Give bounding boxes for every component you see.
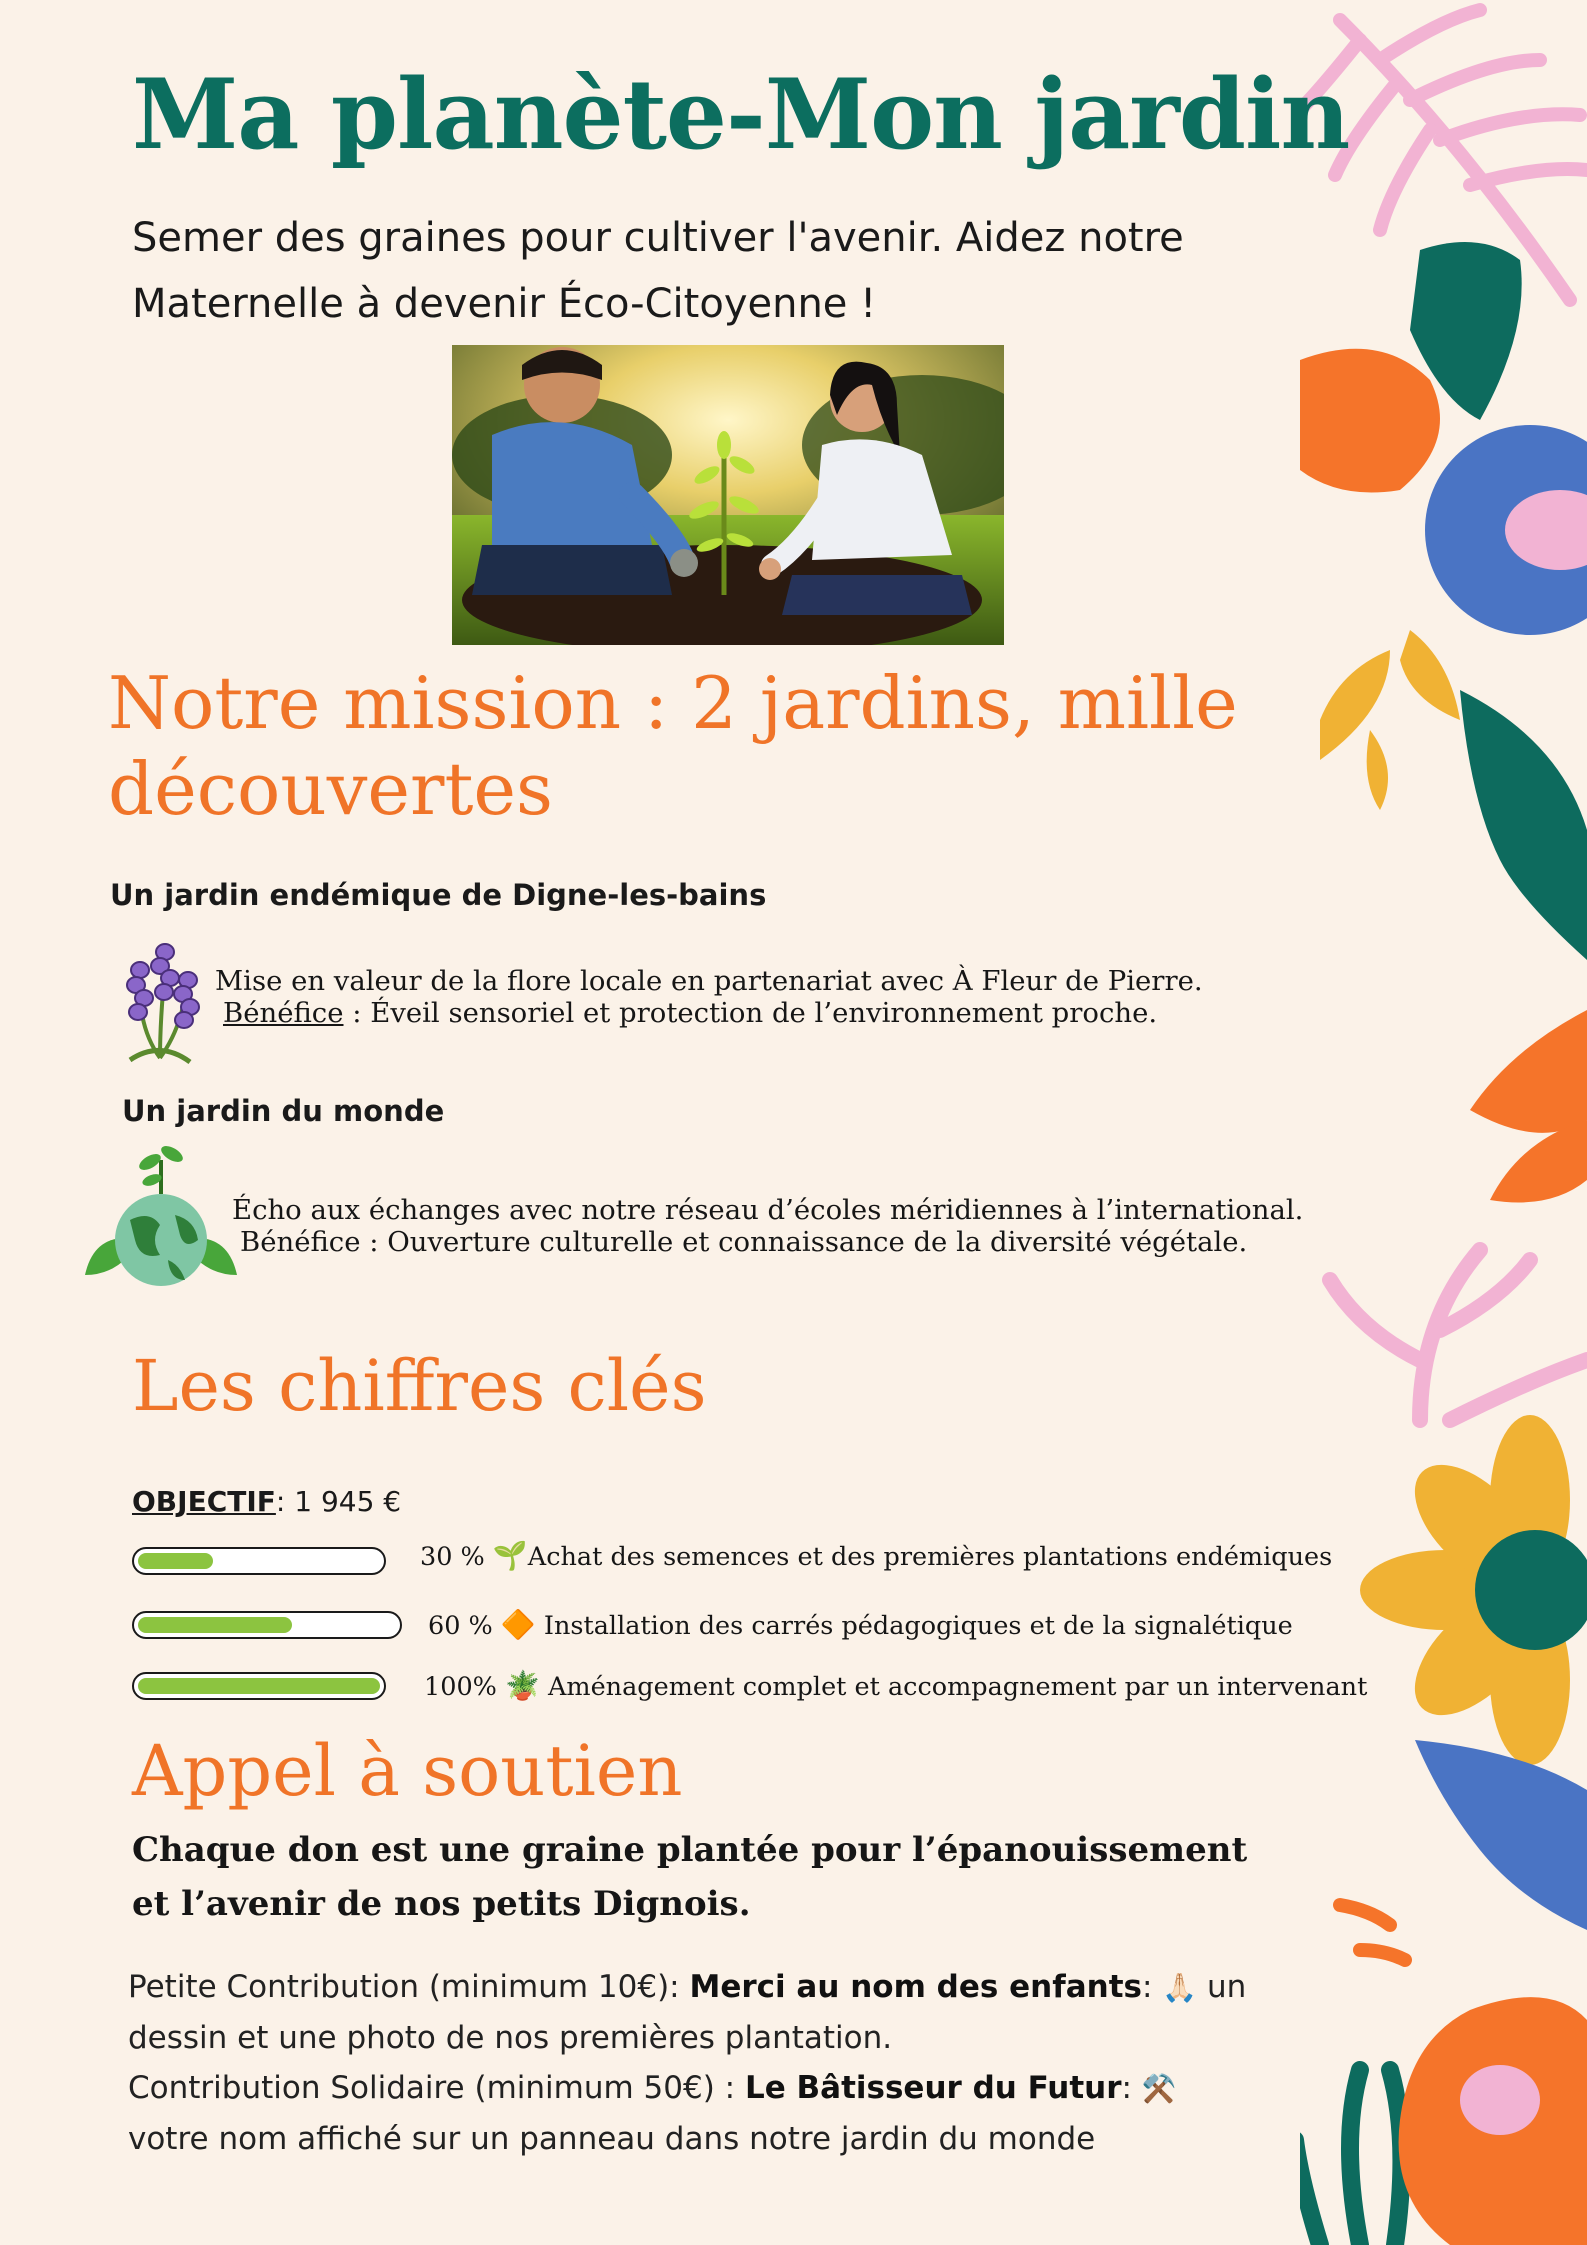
contribution-small-reward: Merci au nom des enfants: [689, 1969, 1142, 2005]
orange-petal: [1300, 349, 1440, 493]
pink-coral: [1330, 1250, 1587, 1420]
milestone-100-text: Aménagement complet et accompagnement par un intervenant: [548, 1672, 1368, 1702]
contribution-small-rest: un dessin et une photo de nos premières plantation.: [128, 1969, 1247, 2056]
decorative-flora: [1300, 0, 1587, 2245]
orange-leaves: [1470, 1010, 1587, 1133]
garden1-benefit-text: : Éveil sensoriel et protection de l’environnement proche.: [343, 997, 1158, 1029]
garden1-benefit-label: Bénéfice: [223, 997, 344, 1029]
progress-bar-60: [132, 1611, 402, 1639]
milestone-100-label: 100%: [424, 1672, 497, 1702]
progress-bar-30: [132, 1547, 386, 1575]
garden2-benefit: Bénéfice : Ouverture culturelle et connaissance de la diversité végétale.: [240, 1226, 1248, 1258]
garden2-title: Un jardin du monde: [122, 1094, 445, 1128]
milestone-60-label: 60 %: [428, 1611, 493, 1641]
globe-plant-icon: [80, 1140, 242, 1290]
page-title: Ma planète-Mon jardin: [132, 58, 1350, 171]
potted-plant-icon: 🪴: [505, 1669, 540, 1702]
progress-fill-60: [138, 1617, 292, 1633]
milestone-100: [424, 1669, 1367, 1702]
milestone-30-text: Achat des semences et des premières plantations endémiques: [527, 1542, 1333, 1572]
teal-leaf-mid: [1460, 690, 1587, 960]
contribution-solidarity-rest: votre nom affiché sur un panneau dans notre jardin du monde: [128, 2121, 1096, 2157]
contributions: Petite Contribution (minimum 10€): Merci au nom des enfants: 🙏🏻 un dessin et une photo de nos premières plantation. Contribution Solidaire (minimum 50€) : Le Bâtisseur du Futur: ⚒️ votre nom affiché sur un panneau dans notre jardin du monde: [128, 1969, 1247, 2157]
praying-hands-icon: 🙏🏻: [1162, 1971, 1198, 2004]
garden2-description: [232, 1194, 1303, 1258]
garden1-title: Un jardin endémique de Digne-les-bains: [110, 878, 767, 912]
milestone-60: [428, 1608, 1293, 1641]
contribution-solidarity-label: Contribution Solidaire (minimum 50€) :: [128, 2070, 745, 2106]
lavender-icon: [110, 940, 210, 1068]
page-subtitle: Semer des graines pour cultiver l'avenir. Aidez notre Maternelle à devenir Éco-Citoyenne !: [132, 215, 1184, 327]
hero-photo-planting: [452, 345, 1004, 645]
mission-heading: Notre mission : 2 jardins, mille découvertes: [108, 661, 1238, 831]
hammer-pick-icon: ⚒️: [1141, 2072, 1177, 2105]
objective-value: : 1 945 €: [275, 1485, 402, 1518]
progress-fill-30: [138, 1553, 213, 1569]
teal-stems-bottom: [1300, 2070, 1401, 2245]
objective-label: OBJECTIF: [132, 1485, 276, 1518]
milestone-30-label: 30 %: [420, 1542, 485, 1572]
contribution-small-label: Petite Contribution (minimum 10€):: [128, 1969, 690, 2005]
milestone-30: [420, 1539, 1332, 1572]
sign-icon: 🔶: [500, 1608, 536, 1641]
garden1-line1: Mise en valeur de la flore locale en partenariat avec À Fleur de Pierre.: [215, 965, 1203, 997]
garden1-benefit: [215, 997, 1203, 1029]
seedling-icon: 🌱: [492, 1539, 528, 1572]
yellow-flower: [1360, 1415, 1587, 1765]
objective: [132, 1485, 401, 1518]
key-figures-heading: Les chiffres clés: [132, 1345, 707, 1427]
milestone-60-text: Installation des carrés pédagogiques et de la signalétique: [543, 1611, 1293, 1641]
contribution-solidarity-reward: Le Bâtisseur du Futur: [744, 2070, 1122, 2106]
progress-fill-100: [138, 1678, 380, 1694]
garden2-line1: Écho aux échanges avec notre réseau d’écoles méridiennes à l’international.: [232, 1194, 1304, 1226]
blue-leaf: [1415, 1740, 1587, 1930]
support-lead: Chaque don est une graine plantée pour l’épanouissement et l’avenir de nos petits Dignois.: [132, 1830, 1248, 1924]
garden1-description: [215, 965, 1203, 1029]
progress-bar-100: [132, 1672, 386, 1700]
support-heading: Appel à soutien: [132, 1730, 683, 1812]
